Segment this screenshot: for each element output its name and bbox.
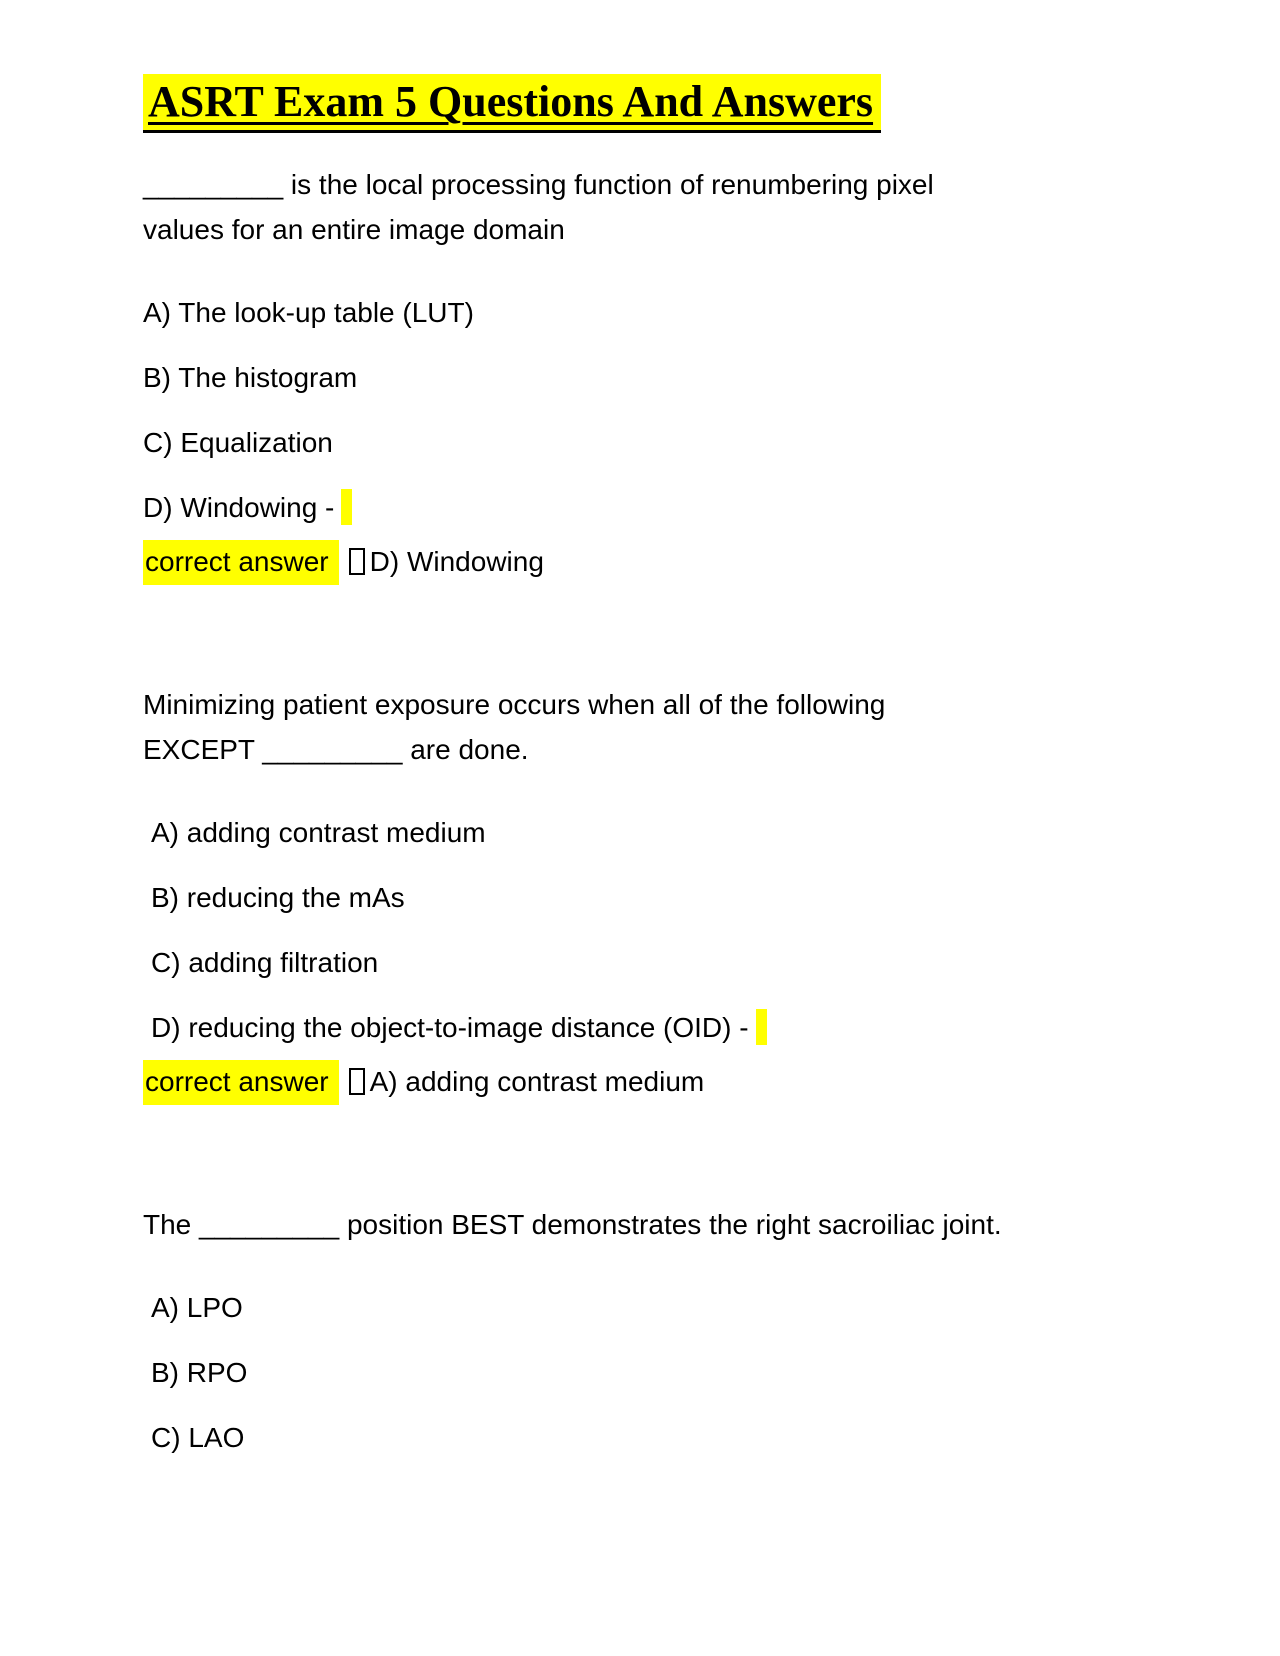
page-title-highlight: ASRT Exam 5 Questions And Answers bbox=[143, 74, 881, 133]
correct-answer-text: A) adding contrast medium bbox=[369, 1065, 705, 1097]
question-text-line: _________ is the local processing function of renumbering pixel bbox=[143, 168, 934, 200]
answer-option-d bbox=[143, 1005, 1140, 1050]
answer-option-b: B) The histogram bbox=[143, 361, 358, 393]
answer-option-a: A) LPO bbox=[151, 1291, 243, 1323]
missing-glyph-box-icon bbox=[349, 548, 365, 575]
answer-option-text: D) reducing the object-to-image distance (OID) - bbox=[151, 1011, 749, 1043]
question-3 bbox=[143, 1202, 1140, 1460]
highlight-mark bbox=[756, 1009, 767, 1045]
question-text bbox=[143, 162, 1140, 252]
answer-option-c: C) LAO bbox=[151, 1421, 245, 1453]
question-text-line: EXCEPT _________ are done. bbox=[143, 733, 529, 765]
missing-glyph-box-icon bbox=[349, 1068, 365, 1095]
correct-answer-label: correct answer bbox=[143, 540, 339, 585]
answer-option-b: B) reducing the mAs bbox=[151, 881, 405, 913]
question-text bbox=[143, 682, 1140, 772]
correct-answer-line bbox=[143, 1059, 1140, 1104]
question-2 bbox=[143, 682, 1140, 1104]
answer-option-d bbox=[143, 485, 1140, 530]
question-text-line: The _________ position BEST demonstrates the right sacroiliac joint. bbox=[143, 1208, 1002, 1240]
correct-answer-line bbox=[143, 539, 1140, 584]
question-1 bbox=[143, 162, 1140, 584]
highlight-mark bbox=[341, 489, 352, 525]
answer-option-a: A) The look-up table (LUT) bbox=[143, 296, 474, 328]
answer-option-a: A) adding contrast medium bbox=[151, 816, 486, 848]
question-text-line: values for an entire image domain bbox=[143, 213, 565, 245]
question-text bbox=[143, 1202, 1140, 1247]
answer-option-c: C) adding filtration bbox=[151, 946, 379, 978]
answer-option-b: B) RPO bbox=[151, 1356, 248, 1388]
correct-answer-label: correct answer bbox=[143, 1060, 339, 1105]
correct-answer-text: D) Windowing bbox=[369, 545, 544, 577]
question-text-line: Minimizing patient exposure occurs when all of the following bbox=[143, 688, 886, 720]
answer-option-c: C) Equalization bbox=[143, 426, 333, 458]
answer-option-text: D) Windowing - bbox=[143, 491, 335, 523]
page-title bbox=[143, 76, 1140, 128]
